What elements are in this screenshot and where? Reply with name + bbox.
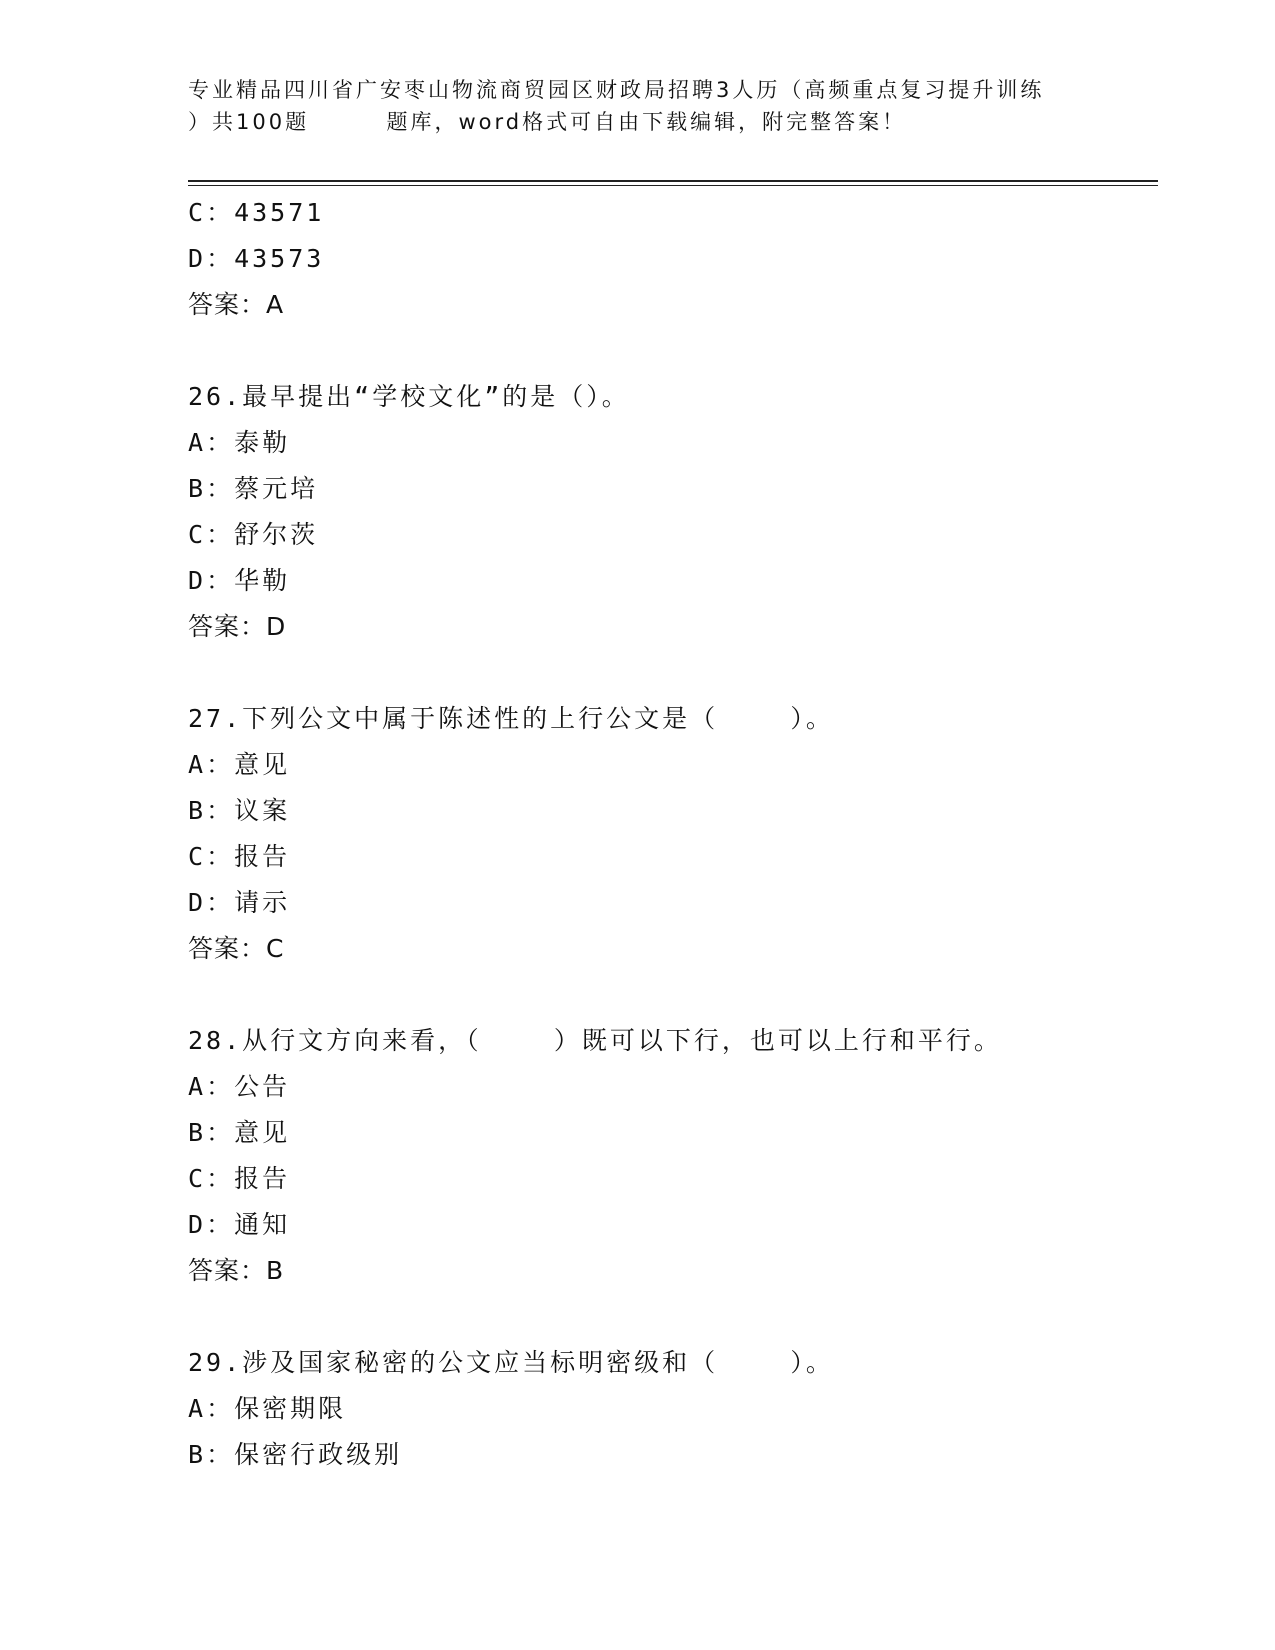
option-c: C：43571	[188, 198, 325, 227]
spacer	[188, 328, 1158, 374]
option-c: C：报告	[188, 1164, 291, 1193]
option-a: A：公告	[188, 1072, 291, 1101]
header-title-line-2: ）共100题 题库，word格式可自由下载编辑，附完整答案！	[188, 110, 907, 134]
answer-line: 答案：B	[188, 1256, 285, 1285]
question-29	[188, 1340, 1158, 1478]
header-title-line-1: 专业精品四川省广安枣山物流商贸园区财政局招聘3人历（高频重点复习提升训练	[188, 78, 1045, 102]
option-a: A：意见	[188, 750, 291, 779]
option-b: B：意见	[188, 1118, 291, 1147]
spacer	[188, 1294, 1158, 1340]
question-25-continued	[188, 190, 1158, 328]
option-c: C：报告	[188, 842, 291, 871]
question-27	[188, 696, 1158, 972]
header-divider-thick	[188, 180, 1158, 182]
question-title: 29.涉及国家秘密的公文应当标明密级和（ ）。	[188, 1348, 834, 1377]
question-list	[188, 190, 1158, 1478]
option-d: D：43573	[188, 244, 325, 273]
question-title: 26.最早提出“学校文化”的是（）。	[188, 382, 630, 411]
spacer	[188, 972, 1158, 1018]
answer-line: 答案：D	[188, 612, 287, 641]
option-d: D：华勒	[188, 566, 291, 595]
option-b: B：保密行政级别	[188, 1440, 403, 1469]
option-c: C：舒尔茨	[188, 520, 319, 549]
page-header	[188, 74, 1088, 138]
question-title: 27.下列公文中属于陈述性的上行公文是（ ）。	[188, 704, 834, 733]
answer-line: 答案：C	[188, 934, 285, 963]
option-b: B：议案	[188, 796, 291, 825]
answer-line: 答案：A	[188, 290, 285, 319]
option-b: B：蔡元培	[188, 474, 319, 503]
question-28	[188, 1018, 1158, 1294]
question-title: 28.从行文方向来看，（ ）既可以下行，也可以上行和平行。	[188, 1026, 1002, 1055]
question-26	[188, 374, 1158, 650]
option-d: D：请示	[188, 888, 291, 917]
option-a: A：保密期限	[188, 1394, 347, 1423]
option-d: D：通知	[188, 1210, 291, 1239]
header-divider-thin	[188, 185, 1158, 186]
spacer	[188, 650, 1158, 696]
option-a: A：泰勒	[188, 428, 291, 457]
